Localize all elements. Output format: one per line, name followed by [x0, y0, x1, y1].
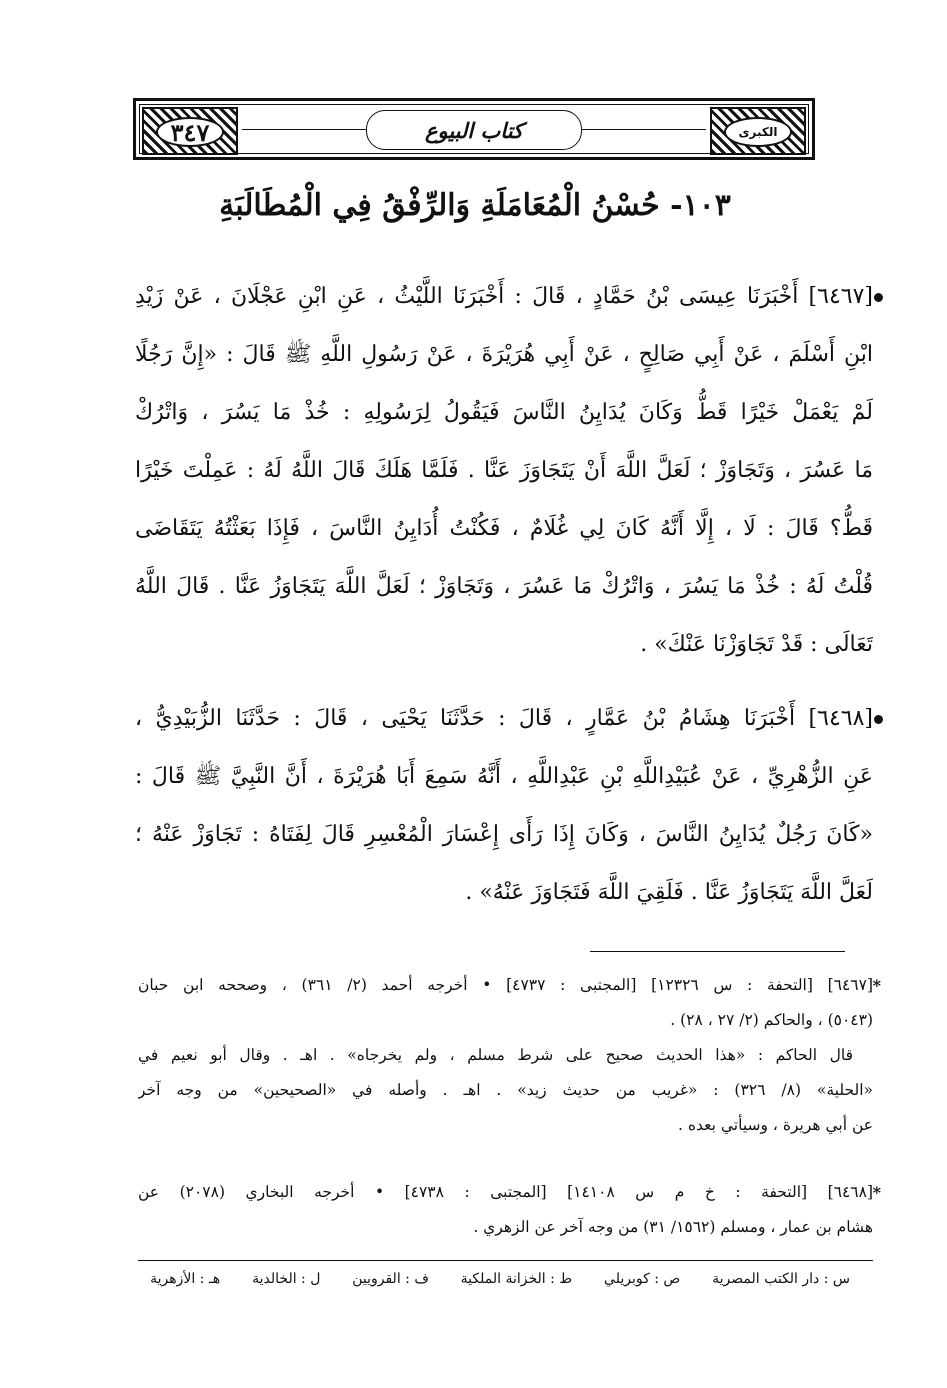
footnote-line: هشام بن عمار ، ومسلم (١٥٦٢/ ٣١) من وجه آخر عن الزهري .	[473, 1218, 873, 1236]
footnote-line: [٦٤٦٨] [التحفة : خ م س ١٤١٠٨] [المجتبى : ٤٧٣٨] • أخرجه البخاري (٢٠٧٨) عن	[138, 1183, 873, 1201]
abbreviation: ف : القرويين	[352, 1271, 429, 1287]
footnote-comment-line: قال الحاكم : «هذا الحديث صحيح على شرط مسلم ، ولم يخرجاه» . اهـ . وقال أبو نعيم في	[138, 1046, 853, 1064]
hadith-line: قُلْتُ لَهُ : خُذْ مَا يَسُرَ ، وَاتْرُكْ مَا عَسُرَ ، وَتَجَاوَزْ ؛ لَعَلَّ اللَّهَ يَتَجَاوَزُ عَنَّا . قَالَ اللَّهُ	[135, 574, 873, 599]
abbreviation: س : دار الكتب المصرية	[712, 1271, 850, 1287]
book-title: كتاب البيوع	[366, 110, 582, 150]
asterisk-icon: *	[872, 1183, 881, 1202]
abbreviation: ط : الخزانة الملكية	[460, 1271, 573, 1287]
footnote-comment-line: عن أبي هريرة ، وسيأتي بعده .	[678, 1116, 873, 1134]
hadith-line: «كَانَ رَجُلٌ يُدَايِنُ النَّاسَ ، وَكَانَ إِذَا رَأَى إِعْسَارَ الْمُعْسِرِ قَالَ لِفَتَاهُ : تَجَاوَزْ عَنْهُ ؛	[135, 822, 873, 847]
hadith-line: [٦٤٦٧] أَخْبَرَنَا عِيسَى بْنُ حَمَّادٍ ، قَالَ : أَخْبَرَنَا اللَّيْثُ ، عَنِ ابْنِ عَجْلَانَ ، عَنْ زَيْدِ	[135, 284, 873, 309]
seal-ornament	[710, 107, 806, 155]
footnote-6467	[138, 968, 881, 1143]
hadith-line: [٦٤٦٨] أَخْبَرَنَا هِشَامُ بْنُ عَمَّارٍ ، قَالَ : حَدَّثَنَا يَحْيَى ، قَالَ : حَدَّثَنَا الزُّبَيْدِيُّ ،	[135, 706, 873, 731]
hadith-line: مَا عَسُرَ ، وَتَجَاوَزْ ؛ لَعَلَّ اللَّهَ أَنْ يَتَجَاوَزَ عَنَّا . فَلَمَّا هَلَكَ قَالَ اللَّهُ لَهُ : عَمِلْتَ خَيْرًا	[135, 458, 873, 483]
page-number: ٣٤٧	[170, 117, 210, 147]
footnote-comment-line: «الحلية» (٨/ ٣٢٦) : «غريب من حديث زيد» . اهـ . وأصله في «الصحيحين» من وجه آخر	[138, 1081, 873, 1099]
hadith-line: لَمْ يَعْمَلْ خَيْرًا قَطُّ وَكَانَ يُدَايِنُ النَّاسَ فَيَقُولُ لِرَسُولِهِ : خُذْ مَا يَسُرَ ، وَاتْرُكْ	[135, 400, 873, 425]
abbreviation: ص : كوبريلي	[604, 1271, 681, 1287]
header-rule	[242, 129, 366, 130]
hadith-line: قَطُّ؟ قَالَ : لَا ، إِلَّا أَنَّهُ كَانَ لِي غُلَامٌ ، فَكُنْتُ أُدَايِنُ النَّاسَ ، فَإِذَا بَعَثْتُهُ يَتَقَاضَى	[135, 516, 873, 541]
hadith-6468	[135, 690, 873, 922]
footnote-line: (٥٠٤٣) ، والحاكم (٢/ ٢٧ ، ٢٨) .	[670, 1011, 873, 1029]
page-number-ornament	[142, 107, 238, 155]
page-header	[133, 98, 815, 160]
header-rule	[582, 129, 706, 130]
bullet-icon	[874, 293, 883, 302]
hadith-line: عَنِ الزُّهْرِيِّ ، عَنْ عُبَيْدِاللَّهِ بْنِ عَبْدِاللَّهِ ، أَنَّهُ سَمِعَ أَبَا هُرَيْرَةَ ، أَنَّ النَّبِيَّ ﷺ قَالَ :	[135, 764, 873, 789]
hadith-line: تَعَالَى : قَدْ تَجَاوَزْنَا عَنْكَ» .	[640, 632, 873, 657]
abbreviations-separator	[138, 1260, 873, 1261]
hadith-6467	[135, 268, 873, 674]
footnote-6468	[138, 1175, 881, 1245]
asterisk-icon: *	[872, 976, 881, 995]
abbreviation: هـ : الأزهرية	[150, 1271, 221, 1287]
footnote-separator	[590, 951, 845, 952]
hadith-line: لَعَلَّ اللَّهَ يَتَجَاوَزُ عَنَّا . فَلَقِيَ اللَّهَ فَتَجَاوَزَ عَنْهُ» .	[465, 880, 873, 905]
abbreviation: ل : الخالدية	[252, 1271, 321, 1287]
bullet-icon	[874, 715, 883, 724]
chapter-title: ١٠٣- حُسْنُ الْمُعَامَلَةِ وَالرِّفْقُ فِي الْمُطَالَبَةِ	[219, 188, 731, 223]
seal-label: الكبرى	[724, 117, 792, 147]
footnote-line: [٦٤٦٧] [التحفة : س ١٢٣٢٦] [المجتبى : ٤٧٣٧] • أخرجه أحمد (٢/ ٣٦١) ، وصححه ابن حبان	[138, 976, 873, 994]
hadith-line: ابْنِ أَسْلَمَ ، عَنْ أَبِي صَالِحٍ ، عَنْ أَبِي هُرَيْرَةَ ، عَنْ رَسُولِ اللَّهِ ﷺ قَالَ : «إِنَّ رَجُلًا	[135, 342, 873, 367]
manuscript-abbreviations	[150, 1266, 850, 1292]
